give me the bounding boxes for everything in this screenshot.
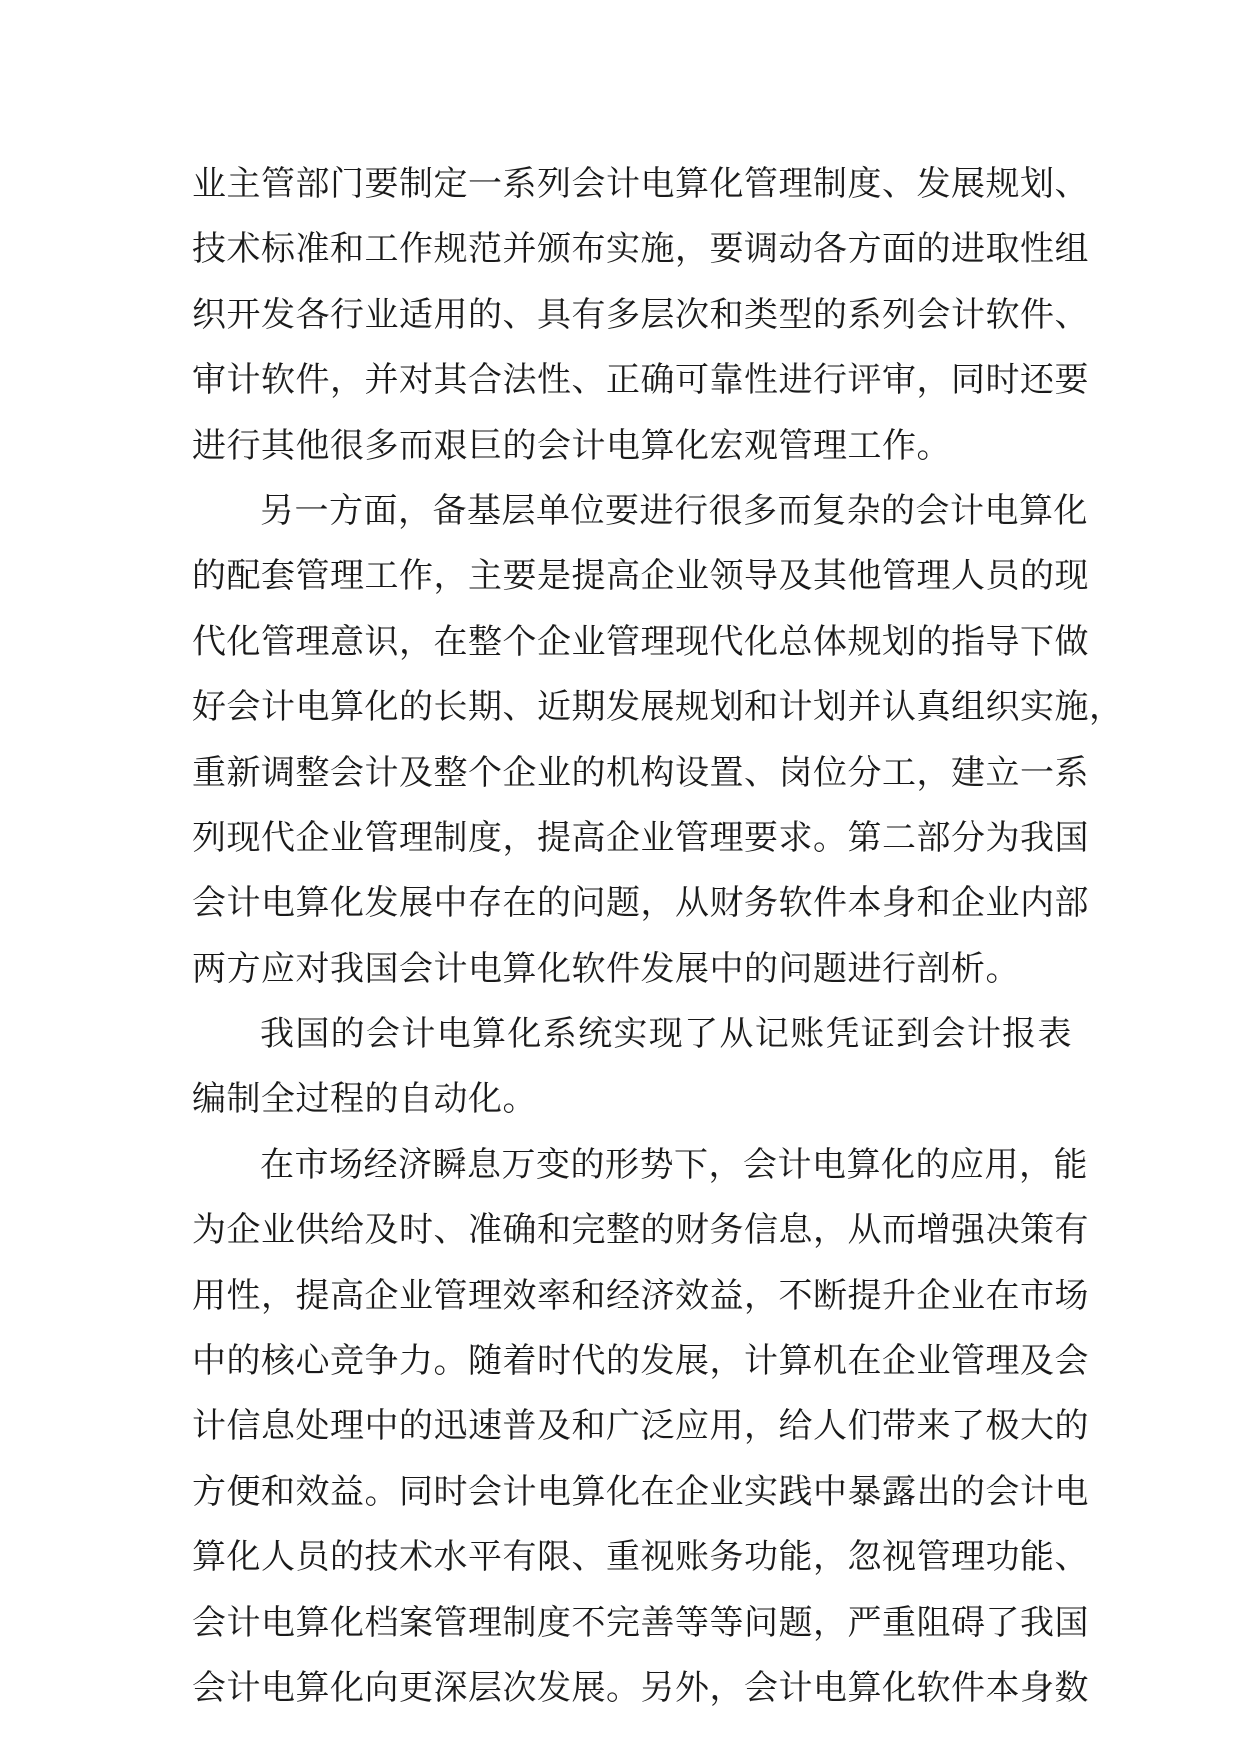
text-line: 编制全过程的自动化。: [192, 1079, 537, 1120]
text-line: 好会计电算化的长期、近期发展规划和计划并认真组织实施，: [192, 687, 1124, 728]
text-line: 会计电算化向更深层次发展。另外，会计电算化软件本身数: [192, 1667, 1089, 1708]
text-line: 另一方面，备基层单位要进行很多而复杂的会计电算化: [260, 490, 1088, 531]
paragraph: [192, 479, 1124, 1002]
text-line: 技术标准和工作规范并颁布实施，要调动各方面的进取性组: [192, 229, 1089, 270]
text-line: 会计电算化发展中存在的问题，从财务软件本身和企业内部: [192, 883, 1089, 924]
text-line: 的配套管理工作，主要是提高企业领导及其他管理人员的现: [192, 556, 1089, 597]
text-line: 列现代企业管理制度，提高企业管理要求。第二部分为我国: [192, 817, 1089, 858]
text-line: 在市场经济瞬息万变的形势下，会计电算化的应用，能: [260, 1144, 1088, 1185]
text-line: 进行其他很多而艰巨的会计电算化宏观管理工作。: [192, 425, 951, 466]
paragraph: [192, 1002, 1072, 1133]
text-line: 算化人员的技术水平有限、重视账务功能，忽视管理功能、: [192, 1537, 1089, 1578]
text-line: 方便和效益。同时会计电算化在企业实践中暴露出的会计电: [192, 1471, 1089, 1512]
text-line: 两方应对我国会计电算化软件发展中的问题进行剖析。: [192, 948, 1020, 989]
text-line: 织开发各行业适用的、具有多层次和类型的系列会计软件、: [192, 294, 1089, 335]
text-line: 会计电算化档案管理制度不完善等等问题，严重阻碍了我国: [192, 1602, 1089, 1643]
text-line: 代化管理意识，在整个企业管理现代化总体规划的指导下做: [192, 621, 1089, 662]
paragraph: [192, 1133, 1089, 1722]
text-line: 中的核心竞争力。随着时代的发展，计算机在企业管理及会: [192, 1341, 1089, 1382]
text-line: 为企业供给及时、准确和完整的财务信息，从而增强决策有: [192, 1210, 1089, 1251]
paragraph: [192, 152, 1089, 479]
text-line: 我国的会计电算化系统实现了从记账凭证到会计报表: [260, 1014, 1072, 1055]
document-body: [192, 152, 1124, 1721]
text-line: 计信息处理中的迅速普及和广泛应用，给人们带来了极大的: [192, 1406, 1089, 1447]
text-line: 业主管部门要制定一系列会计电算化管理制度、发展规划、: [192, 164, 1089, 204]
text-line: 用性，提高企业管理效率和经济效益，不断提升企业在市场: [192, 1275, 1089, 1316]
text-line: 审计软件，并对其合法性、正确可靠性进行评审，同时还要: [192, 360, 1089, 401]
text-line: 重新调整会计及整个企业的机构设置、岗位分工，建立一系: [192, 752, 1089, 793]
